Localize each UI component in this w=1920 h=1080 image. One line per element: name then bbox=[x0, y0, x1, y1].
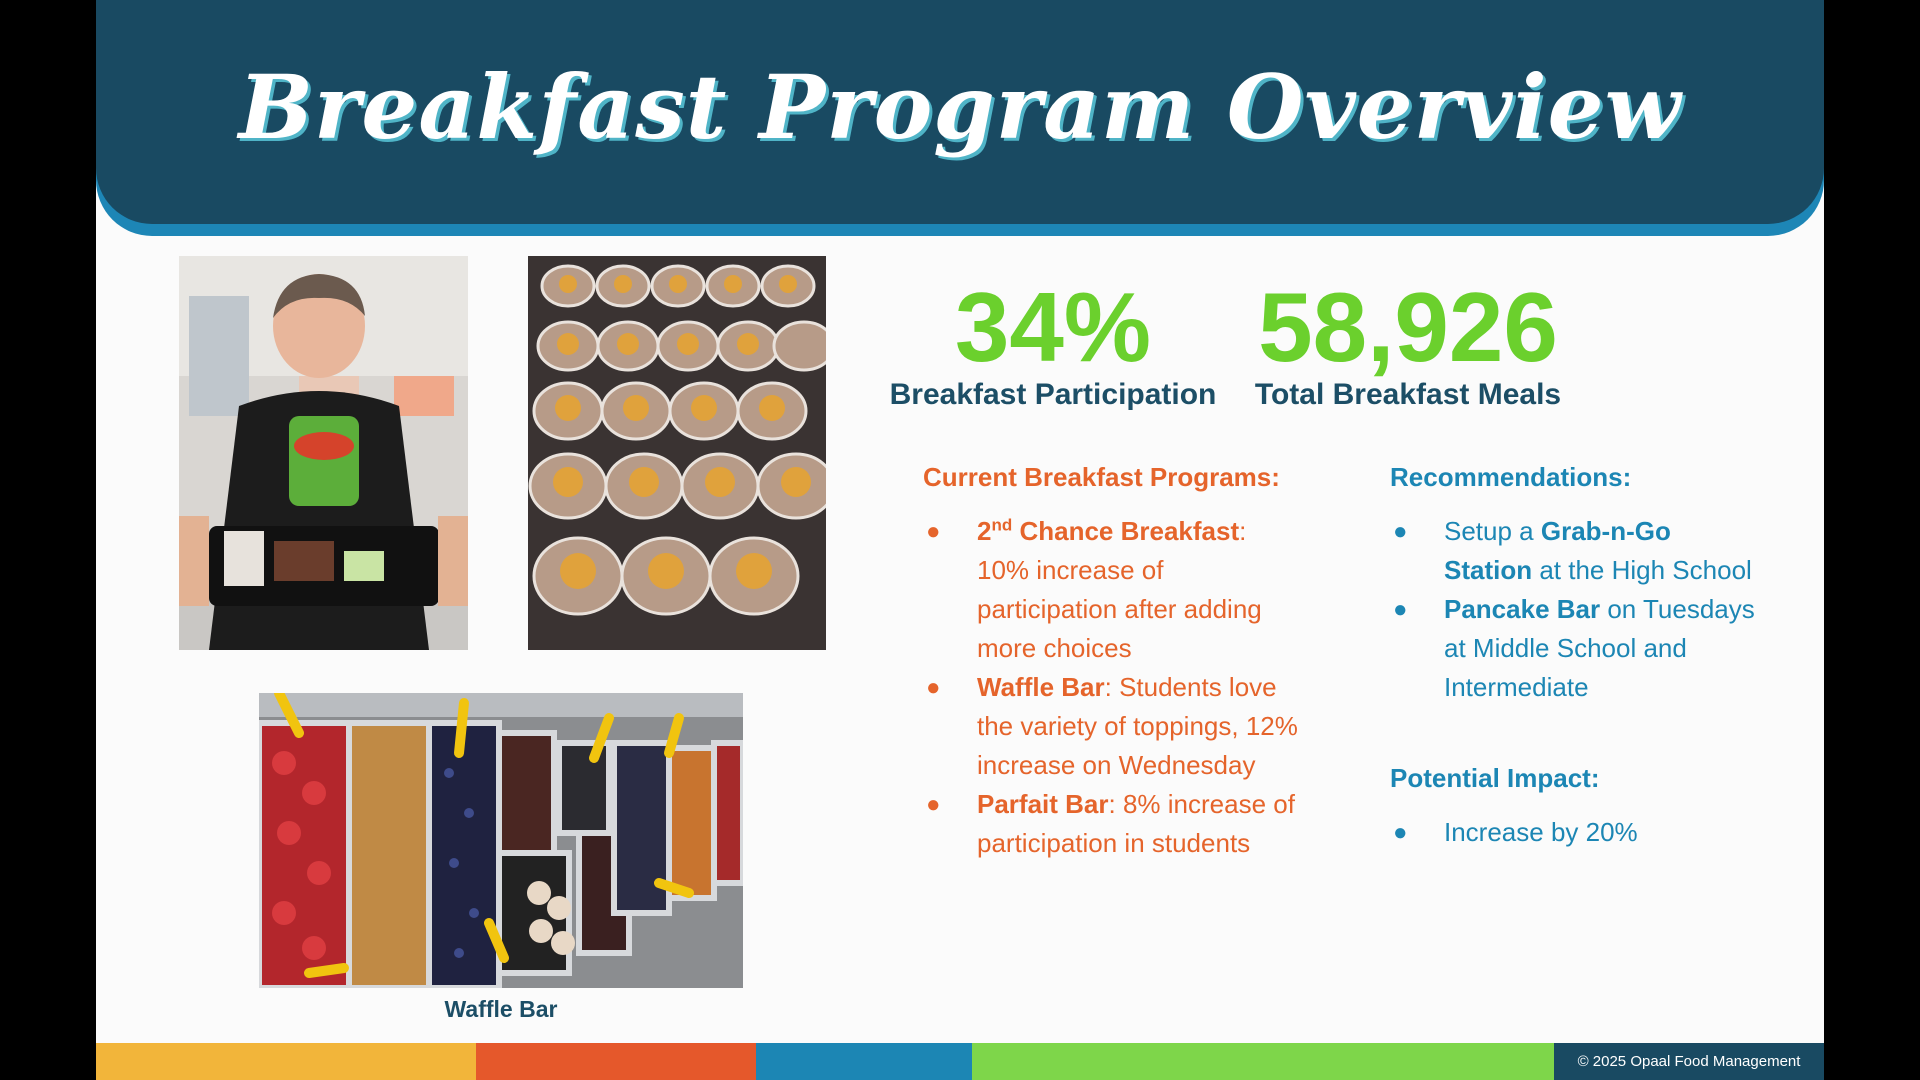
total-meals-stat-label: Total Breakfast Meals bbox=[1254, 378, 1562, 411]
parfait-cups-photo bbox=[528, 256, 826, 650]
list-item: ● Waffle Bar: Students love the variety of toppings, 12% increase on Wednesday bbox=[923, 668, 1353, 785]
potential-impact-heading: Potential Impact: bbox=[1390, 763, 1600, 793]
participation-stat-value: 34% bbox=[954, 272, 1152, 382]
recommendations-heading: Recommendations: bbox=[1390, 462, 1632, 492]
footer-segment-green bbox=[972, 1043, 1554, 1080]
slide-title: Breakfast Program Overview bbox=[238, 55, 1682, 159]
slide bbox=[96, 0, 1824, 1080]
footer-segment-yellow bbox=[96, 1043, 476, 1080]
bullet-icon: ● bbox=[1393, 518, 1408, 545]
bullet-icon: ● bbox=[926, 518, 941, 545]
footer-color-bar bbox=[96, 1043, 1824, 1080]
bullet-icon: ● bbox=[1393, 596, 1408, 623]
participation-stat-label: Breakfast Participation bbox=[889, 378, 1217, 411]
title-banner bbox=[96, 0, 1824, 224]
recommendations-list bbox=[1390, 512, 1810, 707]
waffle-bar-caption: Waffle Bar bbox=[444, 996, 558, 1022]
list-item: ● Pancake Bar on Tuesdays at Middle School and Intermediate bbox=[1390, 590, 1810, 707]
footer-segment-blue bbox=[756, 1043, 972, 1080]
list-item: ● 2nd Chance Breakfast: 10% increase of participation after adding more choices bbox=[923, 512, 1353, 668]
footer-copyright: © 2025 Opaal Food Management bbox=[1554, 1043, 1824, 1080]
bullet-icon: ● bbox=[926, 791, 941, 818]
bullet-icon: ● bbox=[926, 674, 941, 701]
bullet-icon: ● bbox=[1393, 819, 1408, 846]
current-programs-heading: Current Breakfast Programs: bbox=[923, 462, 1280, 492]
student-tray-photo bbox=[179, 256, 468, 650]
footer-segment-orange bbox=[476, 1043, 756, 1080]
list-item: ● Setup a Grab-n-Go Station at the High School bbox=[1390, 512, 1810, 590]
potential-impact-list bbox=[1390, 813, 1810, 852]
list-item: ● Parfait Bar: 8% increase of participation in students bbox=[923, 785, 1353, 863]
current-programs-list bbox=[923, 512, 1353, 863]
waffle-bar-photo bbox=[259, 693, 743, 988]
list-item: ● Increase by 20% bbox=[1390, 813, 1810, 852]
total-meals-stat-value: 58,926 bbox=[1258, 272, 1558, 382]
